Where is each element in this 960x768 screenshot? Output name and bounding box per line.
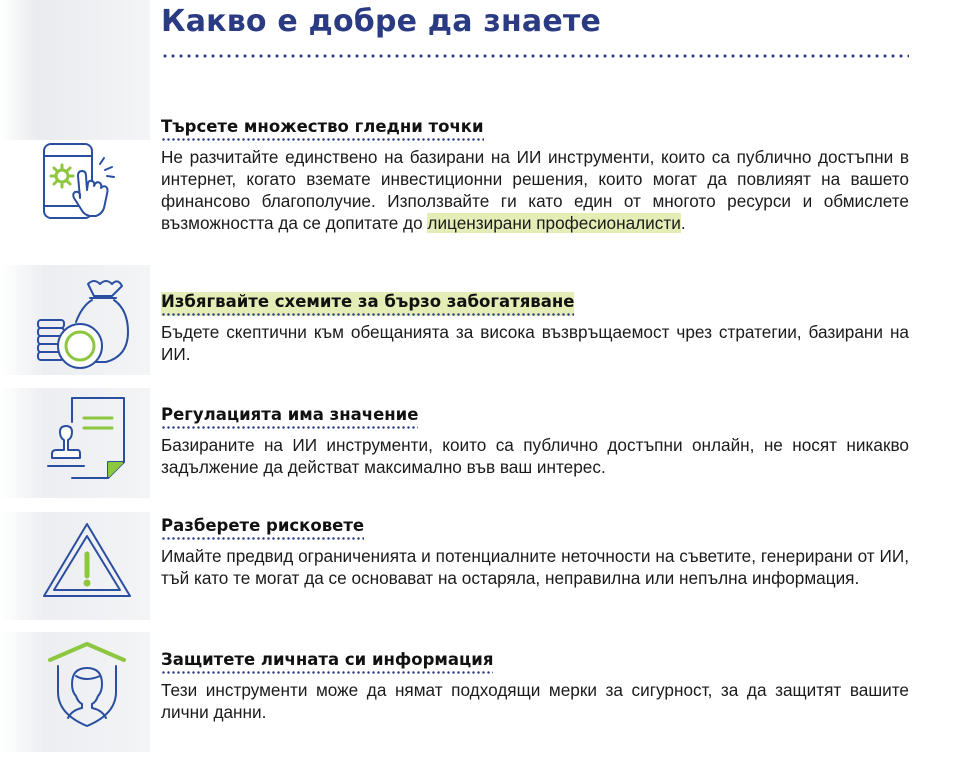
section-body: Имайте предвид ограниченията и потенциалните неточности на съветите, генерирани от ИИ, тъй като те могат да се основават на остаряла, неправилна или непълна информация. bbox=[161, 546, 909, 588]
section-body bbox=[161, 146, 909, 234]
section-body-text: Не разчитайте единствено на базирани на ИИ инструменти, които са публично достъпни в интернет, когато вземате инвестиционни решения, които могат да повлияят на вашето финансово благополучие. Използвайте ги като един от многото ресурси и обмислете възможността да се допитате до bbox=[161, 147, 909, 233]
section-heading: Защитете личната си информация bbox=[161, 650, 493, 674]
section-get-rich-quick bbox=[161, 292, 909, 365]
section-body: Тези инструменти може да нямат подходящи мерки за сигурност, за да защитят вашите лични данни. bbox=[161, 680, 909, 722]
section-multiple-viewpoints bbox=[161, 117, 909, 234]
document-stamp-icon bbox=[38, 392, 134, 488]
highlighted-text: лицензирани професионалисти bbox=[427, 213, 681, 233]
section-body-end: . bbox=[680, 213, 686, 233]
section-heading: Регулацията има значение bbox=[161, 405, 418, 429]
section-body: Бъдете скептични към обещанията за висока възвръщаемост чрез стратегии, базирани на ИИ. bbox=[161, 322, 909, 364]
warning-triangle-icon bbox=[40, 520, 134, 600]
section-risks bbox=[161, 516, 909, 589]
shield-person-icon bbox=[44, 640, 130, 730]
side-band bbox=[0, 0, 150, 140]
section-regulation bbox=[161, 405, 909, 478]
section-heading: Избягвайте схемите за бързо забогатяване bbox=[161, 292, 574, 316]
money-bag-coins-icon bbox=[24, 270, 134, 380]
smartphone-gear-hand-icon bbox=[38, 138, 128, 228]
section-heading: Разберете рисковете bbox=[161, 516, 364, 540]
section-personal-info bbox=[161, 650, 909, 723]
section-heading: Търсете множество гледни точки bbox=[161, 117, 484, 141]
section-body: Базираните на ИИ инструменти, които са публично достъпни онлайн, не носят никакво задължение да действат максимално във ваш интерес. bbox=[161, 435, 909, 477]
title-dotted-underline bbox=[161, 54, 909, 58]
page-title: Какво е добре да знаете bbox=[161, 4, 602, 39]
